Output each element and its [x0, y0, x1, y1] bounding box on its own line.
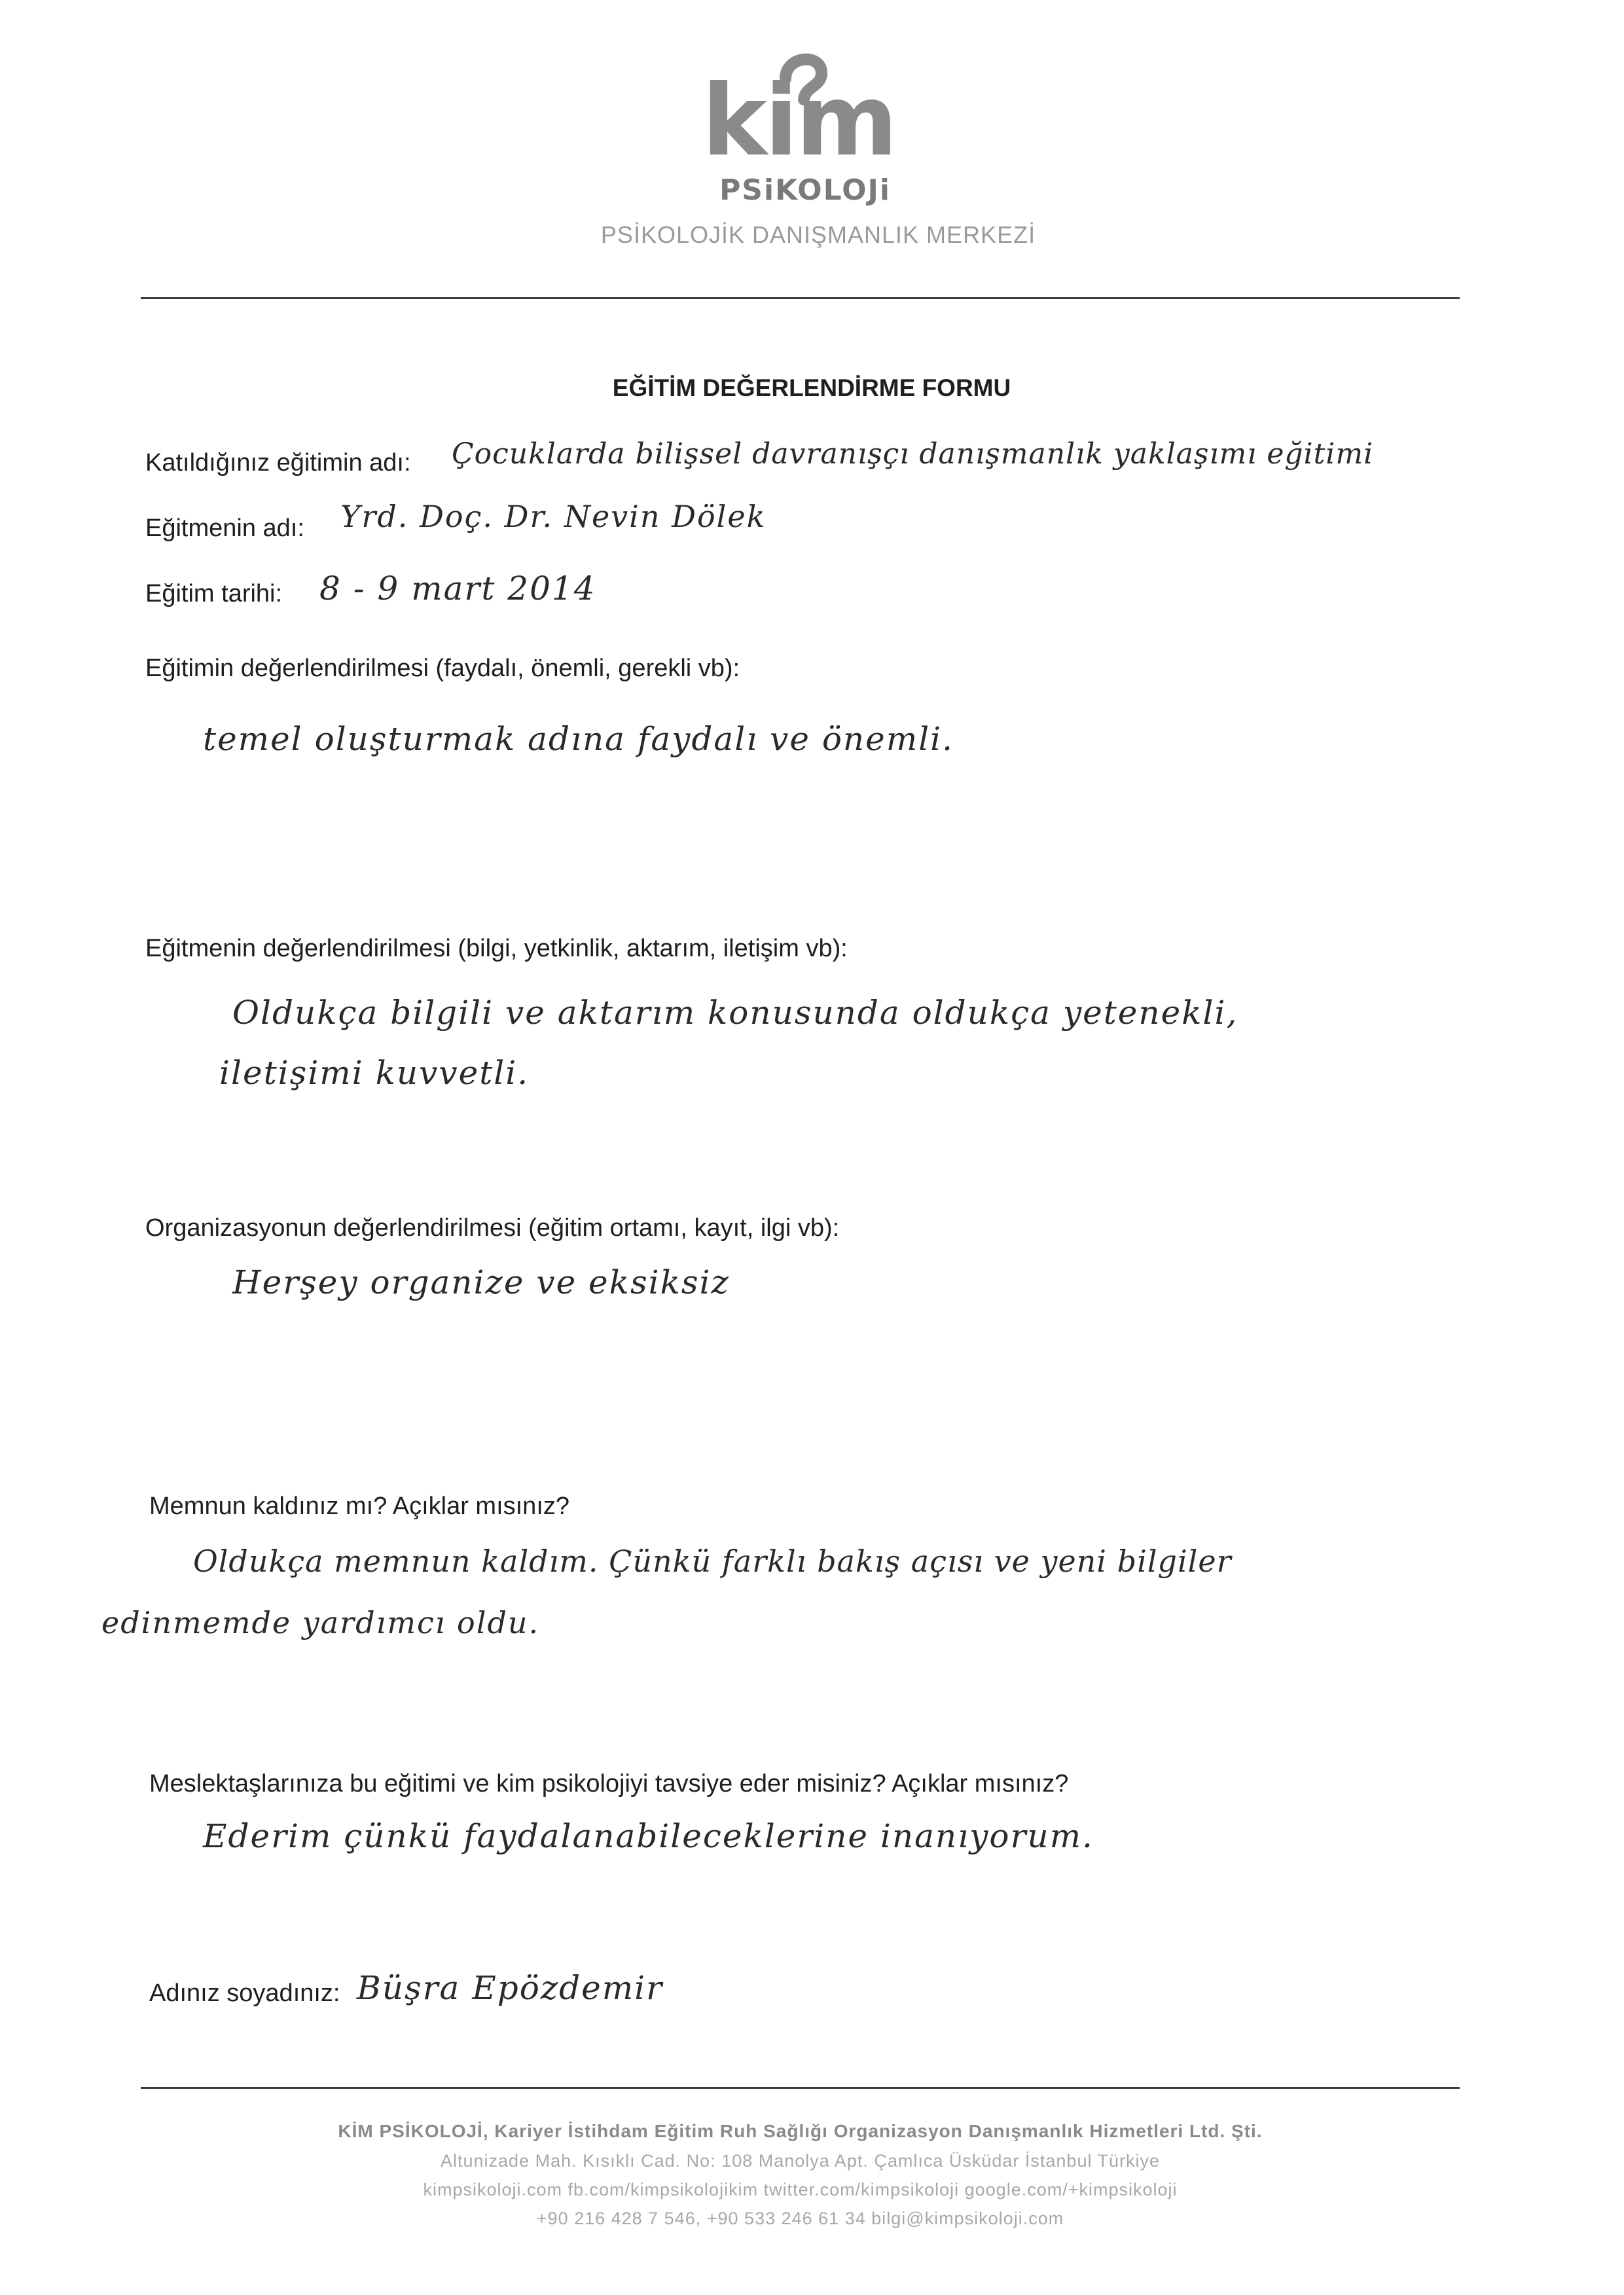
- footer-divider: [141, 2087, 1460, 2089]
- trainer-name-label: Eğitmenin adı:: [145, 515, 304, 542]
- logo-wordmark: kim: [702, 64, 895, 178]
- recommendation-label: Meslektaşlarınıza bu eğitimi ve kim psikolojiyi tavsiye eder misiniz? Açıklar mısınız?: [149, 1770, 1069, 1798]
- footer-address: Altunizade Mah. Kısıklı Cad. No: 108 Manolya Apt. Çamlıca Üsküdar İstanbul Türkiye: [441, 2151, 1160, 2171]
- training-date-label: Eğitim tarihi:: [145, 580, 283, 607]
- trainer-evaluation-label: Eğitmenin değerlendirilmesi (bilgi, yetkinlik, aktarım, iletişim vb):: [145, 935, 848, 962]
- header-divider: [141, 297, 1460, 299]
- organization-evaluation-answer: Herşey organize ve eksiksiz: [232, 1263, 730, 1301]
- footer-company: KİM PSİKOLOJİ, Kariyer İstihdam Eğitim Ruh Sağlığı Organizasyon Danışmanlık Hizmetleri Ltd. Şti.: [338, 2121, 1263, 2141]
- name-surname-label: Adınız soyadınız:: [149, 1979, 340, 2007]
- logo-brand-name: PSiKOLOJi: [719, 173, 891, 207]
- footer-contact: +90 216 428 7 546, +90 533 246 61 34 bilgi@kimpsikoloji.com: [536, 2209, 1064, 2228]
- satisfaction-answer-line-2: edinmemde yardımcı oldu.: [101, 1605, 540, 1640]
- name-surname-answer: Büşra Epözdemir: [357, 1969, 664, 2007]
- training-evaluation-label: Eğitimin değerlendirilmesi (faydalı, önemli, gerekli vb):: [145, 655, 740, 682]
- satisfaction-label: Memnun kaldınız mı? Açıklar mısınız?: [149, 1492, 570, 1520]
- footer-web-links: kimpsikoloji.com fb.com/kimpsikolojikim twitter.com/kimpsikoloji google.com/+kimpsikoloji: [423, 2180, 1178, 2199]
- training-name-label: Katıldığınız eğitimin adı:: [145, 449, 411, 477]
- training-date-answer: 8 - 9 mart 2014: [319, 569, 596, 607]
- organization-evaluation-label: Organizasyonun değerlendirilmesi (eğitim ortamı, kayıt, ilgi vb):: [145, 1214, 840, 1242]
- trainer-evaluation-answer-line-2: iletişimi kuvvetli.: [219, 1054, 530, 1092]
- form-title: EĞİTİM DEĞERLENDİRME FORMU: [612, 374, 1011, 401]
- satisfaction-answer-line-1: Oldukça memnun kaldım. Çünkü farklı bakış açısı ve yeni bilgiler: [193, 1544, 1232, 1579]
- logo-tagline: PSİKOLOJİK DANIŞMANLIK MERKEZİ: [600, 221, 1036, 248]
- training-evaluation-answer: temel oluşturmak adına faydalı ve önemli.: [203, 720, 954, 758]
- trainer-evaluation-answer-line-1: Oldukça bilgili ve aktarım konusunda oldukça yetenekli,: [232, 994, 1238, 1032]
- training-name-answer: Çocuklarda bilişsel davranışçı danışmanlık yaklaşımı eğitimi: [452, 437, 1374, 471]
- trainer-name-answer: Yrd. Doç. Dr. Nevin Dölek: [340, 499, 767, 534]
- recommendation-answer: Ederim çünkü faydalanabileceklerine inanıyorum.: [203, 1817, 1094, 1855]
